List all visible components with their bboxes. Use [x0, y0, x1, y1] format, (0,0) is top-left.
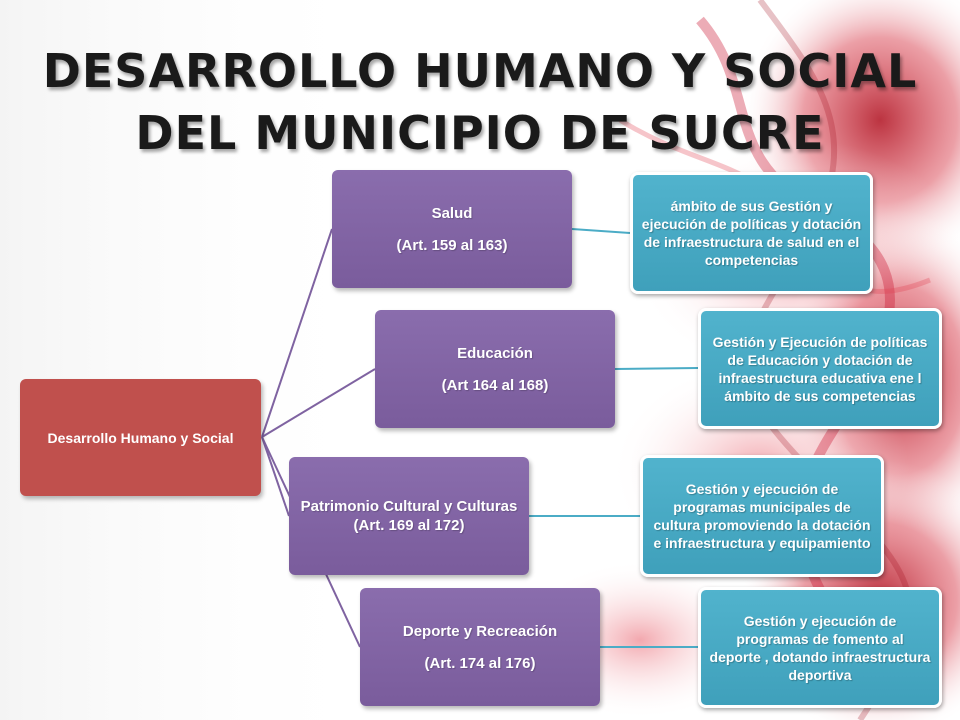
category-educacion	[375, 310, 615, 428]
root-label: Desarrollo Humano y Social	[47, 429, 234, 446]
category-articles: (Art. 169 al 172)	[353, 517, 465, 534]
category-articles: (Art 164 al 168)	[441, 376, 549, 394]
connector-root-salud	[262, 229, 332, 437]
category-name: Educación	[457, 344, 533, 362]
description-educacion	[698, 308, 942, 429]
description-text: Gestión y ejecución de programas de fomento al deporte , dotando infraestructura deportiva	[709, 612, 931, 683]
category-articles: (Art. 174 al 176)	[424, 654, 536, 672]
category-articles: (Art. 159 al 163)	[396, 236, 508, 254]
description-salud	[630, 172, 873, 294]
description-patrimonio	[640, 455, 884, 577]
connector-educacion-desc	[615, 368, 698, 369]
category-salud	[332, 170, 572, 288]
category-deporte	[360, 588, 600, 706]
description-text: ámbito de sus Gestión y ejecución de políticas y dotación de infraestructura de salud en el competencias	[641, 198, 862, 268]
root-node	[20, 379, 261, 496]
description-deporte	[698, 587, 942, 708]
connector-salud-desc	[572, 229, 630, 233]
title-line-1: DESARROLLO HUMANO Y SOCIAL	[42, 44, 918, 98]
category-name: Deporte y Recreación	[402, 622, 558, 640]
description-text: Gestión y Ejecución de políticas de Educación y dotación de infraestructura educativa ene l ámbito de sus competencias	[712, 333, 928, 404]
title-line-2: DEL MUNICIPIO DE SUCRE	[135, 106, 825, 160]
category-patrimonio	[289, 457, 529, 575]
category-name: Patrimonio Cultural y Culturas	[300, 498, 518, 515]
connector-root-patrimonio	[262, 437, 289, 516]
connector-root-educacion	[262, 369, 375, 437]
category-name: Salud	[431, 204, 473, 222]
description-text: Gestión y ejecución de programas municipales de cultura promoviendo la dotación e infraestructura y equipamiento	[653, 481, 871, 551]
